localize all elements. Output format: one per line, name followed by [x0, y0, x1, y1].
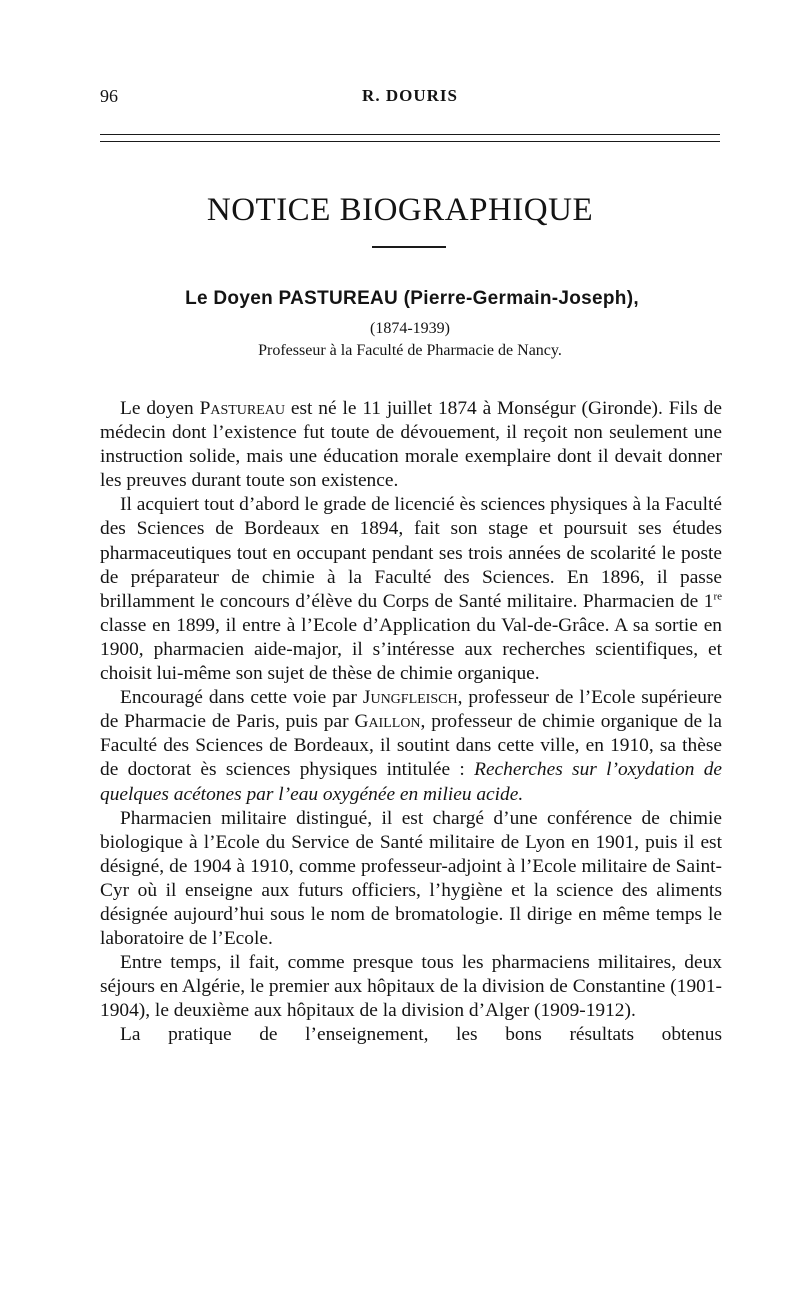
title-divider	[372, 246, 446, 248]
body-text	[100, 397, 722, 1048]
page-title: NOTICE BIOGRAPHIQUE	[206, 192, 594, 228]
subject-affiliation: Professeur à la Faculté de Pharmacie de Nancy.	[258, 342, 562, 359]
page-number: 96	[100, 86, 118, 106]
running-head-author: R. DOURIS	[362, 86, 458, 105]
text-run: est né le 11 juillet 1874 à Monségur (Gironde). Fils de médecin dont l’existence fut toute de dévouement, il reçoit non seulement une instruction solide, mais une éducation morale exemplaire dont il devait donner les preuves durant toute son existence.	[100, 398, 722, 492]
thesis-title: Recherches sur l’oxydation de quelques acétones par l’eau oxygénée en milieu acide.	[100, 759, 722, 805]
text-run: Il acquiert tout d’abord le grade de licencié ès sciences physiques à la Faculté des Sciences de Bordeaux en 1894, fait son stage et poursuit ses études pharmaceutiques tout en occupant pendant ses trois années de scolarité le poste de préparateur de chimie à la Faculté des Sciences. En 1896, il passe brillamment le concours d’élève du Corps de Santé militaire. Pharmacien de 1	[100, 494, 722, 612]
text-run: Le doyen	[120, 398, 200, 419]
paragraph-4: Pharmacien militaire distingué, il est chargé d’une conférence de chimie biologique à l’Ecole du Service de Santé militaire de Lyon en 1901, puis il est désigné, de 1904 à 1910, comme professeur-adjoint à l’Ecole militaire de Saint-Cyr où il enseigne aux futurs officiers, l’hygiène et la science des aliments désignée aujourd’hui sous le nom de bromatologie. Il dirige en même temps le laboratoire de l’Ecole.	[100, 807, 722, 950]
subject-dates: (1874-1939)	[370, 320, 450, 337]
person-name: Gaillon	[354, 711, 421, 733]
superscript: re	[713, 590, 722, 603]
person-name: Pastureau	[199, 398, 286, 419]
text-run: Encouragé dans cette voie par	[120, 687, 363, 709]
paragraph-2	[100, 493, 722, 686]
text-run: classe en 1899, il entre à l’Ecole d’Application du Val-de-Grâce. A sa sortie en 1900, pharmacien aide-major, il s’intéresse aux recherches scientifiques, et choisit lui-même son sujet de thèse de chimie organique.	[100, 614, 722, 685]
paragraph-1	[100, 397, 722, 493]
text-run: , professeur de chimie organique de la Faculté des Sciences de Bordeaux, il soutint dans cette ville, en 1910, sa thèse de doctorat ès sciences physiques intitulée :	[100, 711, 722, 781]
paragraph-3	[100, 686, 722, 806]
person-name: Jungfleisch	[362, 687, 458, 709]
paragraph-5: Entre temps, il fait, comme presque tous les pharmaciens militaires, deux séjours en Algérie, le premier aux hôpitaux de la division de Constantine (1901-1904), le deuxième aux hôpitaux de la division d’Alger (1909-1912).	[100, 952, 722, 1022]
running-head	[100, 86, 720, 112]
header-rule	[100, 134, 720, 135]
text-run: , professeur de l’Ecole supérieure de Pharmacie de Paris, puis par	[100, 687, 723, 733]
paragraph-6: La pratique de l’enseignement, les bons résultats obtenus	[120, 1024, 722, 1046]
subject-name: Le Doyen PASTUREAU (Pierre-Germain-Joseph),	[185, 288, 639, 309]
header-rule	[100, 141, 720, 142]
